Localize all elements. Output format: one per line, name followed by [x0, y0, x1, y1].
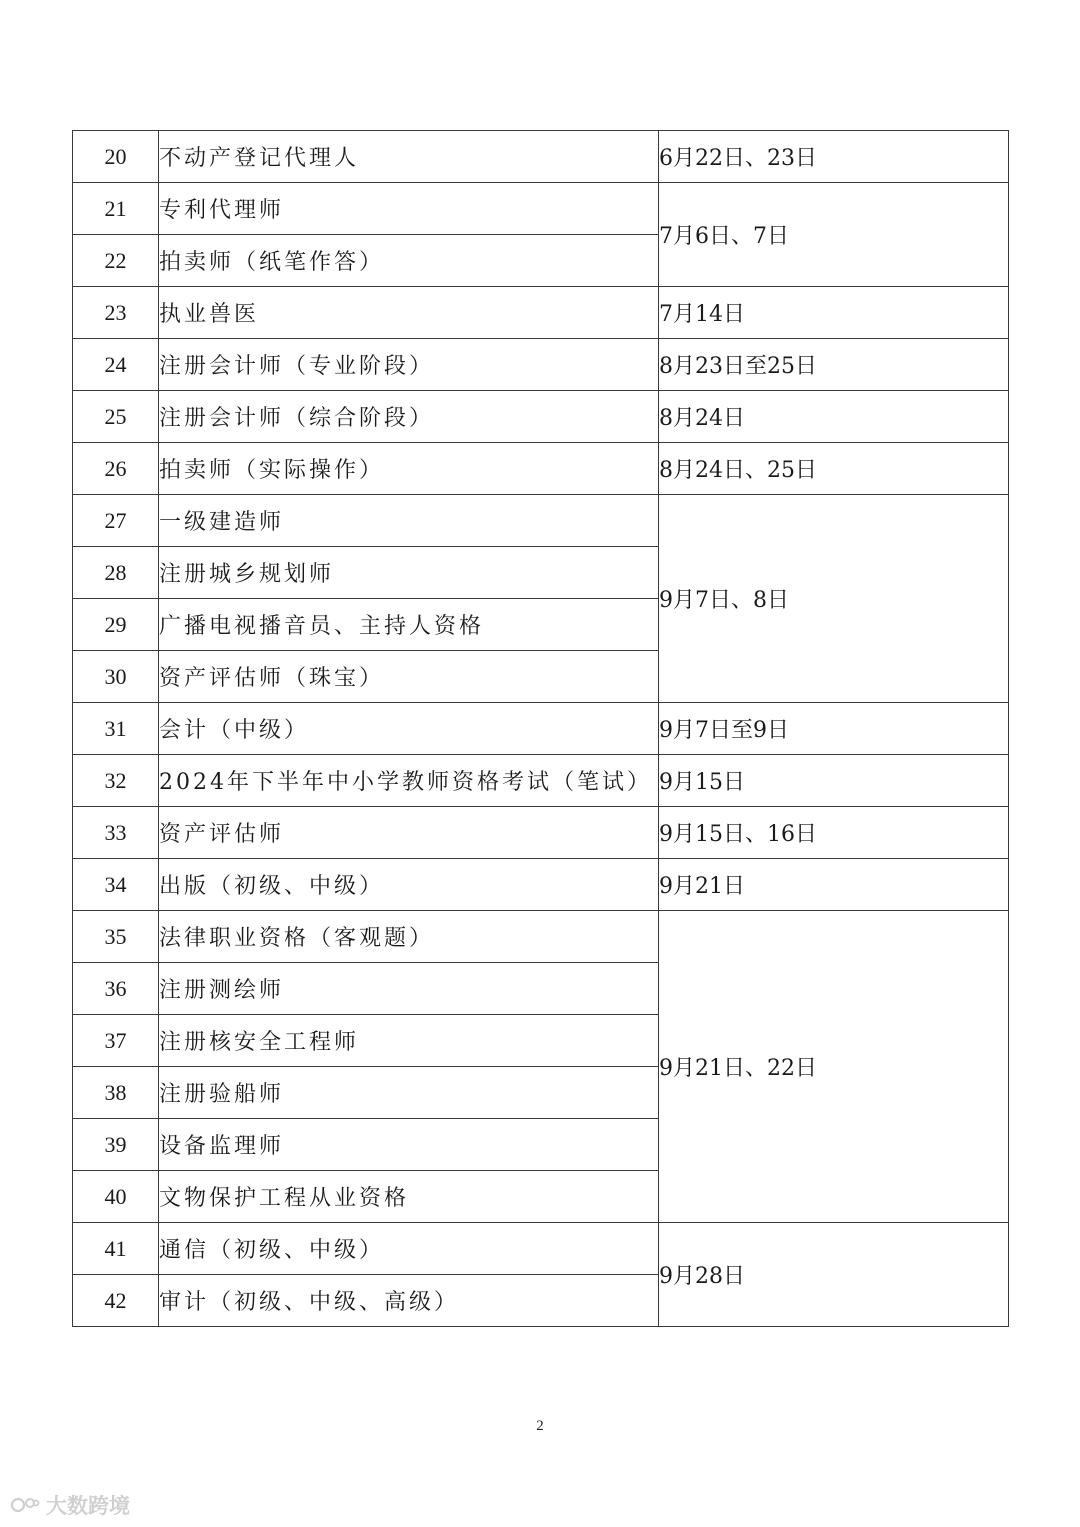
exam-name: 注册测绘师 — [159, 963, 659, 1015]
row-number: 20 — [73, 131, 159, 183]
exam-name: 注册城乡规划师 — [159, 547, 659, 599]
row-number: 31 — [73, 703, 159, 755]
row-number: 34 — [73, 859, 159, 911]
exam-name: 注册核安全工程师 — [159, 1015, 659, 1067]
row-number: 29 — [73, 599, 159, 651]
exam-date: 9月7日至9日 — [659, 703, 1009, 755]
exam-name: 设备监理师 — [159, 1119, 659, 1171]
row-number: 26 — [73, 443, 159, 495]
exam-date: 9月21日、22日 — [659, 911, 1009, 1223]
row-number: 42 — [73, 1275, 159, 1327]
table-row — [73, 1223, 1009, 1275]
exam-schedule-table — [72, 130, 1009, 1327]
row-number: 27 — [73, 495, 159, 547]
row-number: 38 — [73, 1067, 159, 1119]
exam-date: 8月23日至25日 — [659, 339, 1009, 391]
table-row — [73, 859, 1009, 911]
row-number: 35 — [73, 911, 159, 963]
table-row — [73, 703, 1009, 755]
row-number: 22 — [73, 235, 159, 287]
exam-date: 8月24日、25日 — [659, 443, 1009, 495]
table-row — [73, 443, 1009, 495]
exam-date: 8月24日 — [659, 391, 1009, 443]
exam-name: 出版（初级、中级） — [159, 859, 659, 911]
row-number: 30 — [73, 651, 159, 703]
exam-date: 9月21日 — [659, 859, 1009, 911]
table-row — [73, 287, 1009, 339]
watermark — [10, 1490, 130, 1520]
exam-name: 2024年下半年中小学教师资格考试（笔试） — [159, 755, 659, 807]
row-number: 33 — [73, 807, 159, 859]
row-number: 28 — [73, 547, 159, 599]
table-row — [73, 755, 1009, 807]
exam-name: 执业兽医 — [159, 287, 659, 339]
exam-name: 注册会计师（综合阶段） — [159, 391, 659, 443]
exam-name: 通信（初级、中级） — [159, 1223, 659, 1275]
table-row — [73, 807, 1009, 859]
exam-name: 注册会计师（专业阶段） — [159, 339, 659, 391]
exam-date: 9月15日 — [659, 755, 1009, 807]
exam-schedule-body — [73, 131, 1009, 1327]
row-number: 25 — [73, 391, 159, 443]
exam-name: 拍卖师（纸笔作答） — [159, 235, 659, 287]
page-number: 2 — [536, 1418, 544, 1434]
watermark-logo-icon — [10, 1494, 40, 1516]
watermark-text: 大数跨境 — [46, 1494, 130, 1518]
exam-name: 注册验船师 — [159, 1067, 659, 1119]
table-row — [73, 339, 1009, 391]
exam-name: 广播电视播音员、主持人资格 — [159, 599, 659, 651]
row-number: 40 — [73, 1171, 159, 1223]
row-number: 24 — [73, 339, 159, 391]
table-row — [73, 131, 1009, 183]
exam-name: 资产评估师（珠宝） — [159, 651, 659, 703]
row-number: 39 — [73, 1119, 159, 1171]
exam-date: 9月15日、16日 — [659, 807, 1009, 859]
row-number: 21 — [73, 183, 159, 235]
exam-name: 文物保护工程从业资格 — [159, 1171, 659, 1223]
row-number: 41 — [73, 1223, 159, 1275]
exam-name: 一级建造师 — [159, 495, 659, 547]
row-number: 37 — [73, 1015, 159, 1067]
exam-name: 资产评估师 — [159, 807, 659, 859]
row-number: 36 — [73, 963, 159, 1015]
table-row — [73, 495, 1009, 547]
exam-name: 不动产登记代理人 — [159, 131, 659, 183]
exam-name: 审计（初级、中级、高级） — [159, 1275, 659, 1327]
exam-name: 专利代理师 — [159, 183, 659, 235]
exam-date: 6月22日、23日 — [659, 131, 1009, 183]
exam-date: 9月7日、8日 — [659, 495, 1009, 703]
exam-name: 会计（中级） — [159, 703, 659, 755]
exam-date: 9月28日 — [659, 1223, 1009, 1327]
exam-date: 7月14日 — [659, 287, 1009, 339]
exam-name: 法律职业资格（客观题） — [159, 911, 659, 963]
exam-name: 拍卖师（实际操作） — [159, 443, 659, 495]
row-number: 32 — [73, 755, 159, 807]
table-row — [73, 391, 1009, 443]
exam-date: 7月6日、7日 — [659, 183, 1009, 287]
row-number: 23 — [73, 287, 159, 339]
table-row — [73, 183, 1009, 235]
table-row — [73, 911, 1009, 963]
